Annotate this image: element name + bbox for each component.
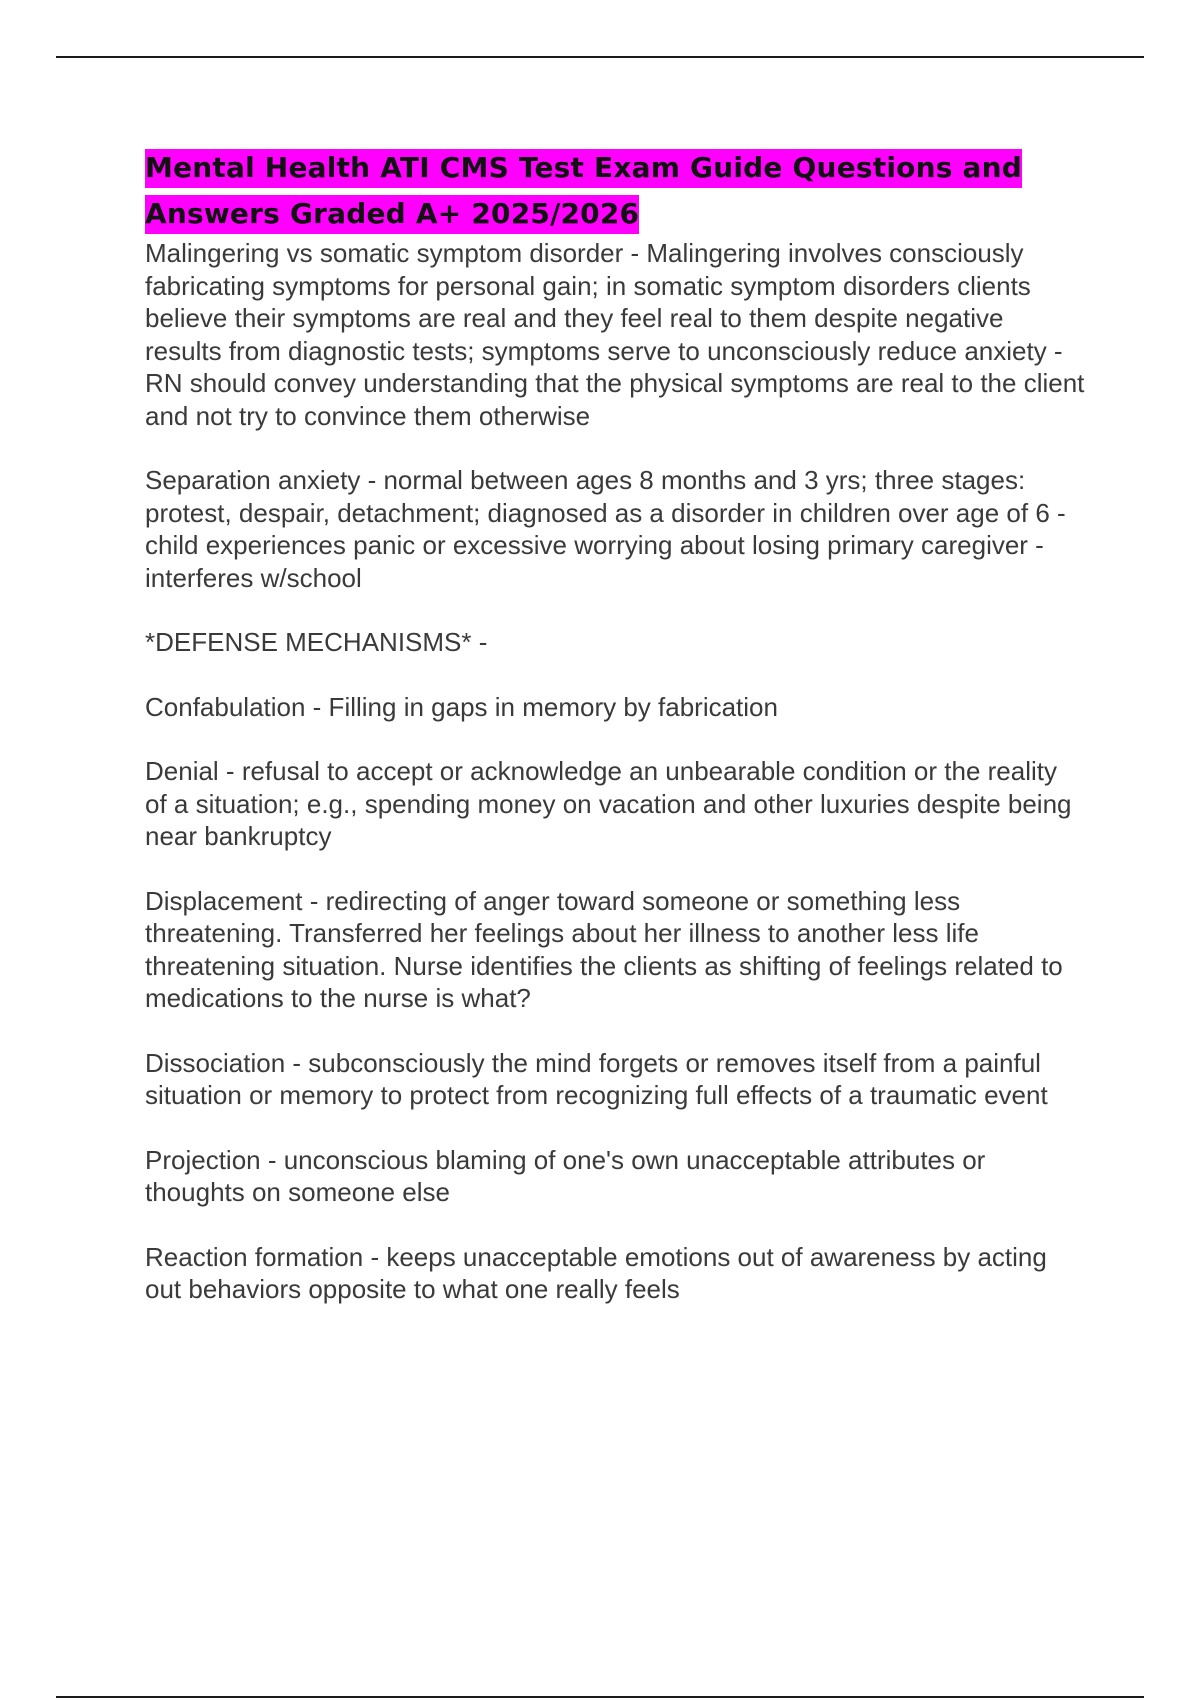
document-title-highlight: Mental Health ATI CMS Test Exam Guide Questions and Answers Graded A+ 2025/2026: [145, 149, 1022, 234]
document-title: [145, 145, 1085, 237]
entry-displacement: Displacement - redirecting of anger toward someone or something less threatening. Transferred her feelings about her illness to another less life threatening situation. Nurse identifies the clients as shifting of feelings related to medications to the nurse is what?: [145, 885, 1063, 1013]
entry-projection: Projection - unconscious blaming of one's own unacceptable attributes or thoughts on someone else: [145, 1144, 986, 1207]
entry-denial: Denial - refusal to accept or acknowledge an unbearable condition or the reality of a situation; e.g., spending money on vacation and other luxuries despite being near bankruptcy: [145, 756, 1072, 851]
section-heading-defense-mechanisms: *DEFENSE MECHANISMS* -: [145, 627, 488, 657]
page-bottom-rule: [56, 1696, 1144, 1698]
page-top-rule: [56, 56, 1144, 58]
entry-malingering: Malingering vs somatic symptom disorder - Malingering involves consciously fabricating symptoms for personal gain; in somatic symptom disorders clients believe their symptoms are real and they feel real to them despite negative results from diagnostic tests; symptoms serve to unconsciously reduce anxiety - RN should convey understanding that the physical symptoms are real to the client and not try to convince them otherwise: [145, 238, 1085, 431]
document-body: [145, 145, 1085, 1338]
entry-confabulation: Confabulation - Filling in gaps in memory by fabrication: [145, 691, 778, 722]
entry-list: [145, 237, 1085, 1306]
entry-separation-anxiety: Separation anxiety - normal between ages 8 months and 3 yrs; three stages: protest, despair, detachment; diagnosed as a disorder in children over age of 6 - child experiences panic or excessive worrying about losing primary caregiver - interferes w/school: [145, 465, 1066, 593]
entry-reaction-formation: Reaction formation - keeps unacceptable emotions out of awareness by acting out behaviors opposite to what one really feels: [145, 1241, 1047, 1304]
entry-dissociation: Dissociation - subconsciously the mind forgets or removes itself from a painful situation or memory to protect from recognizing full effects of a traumatic event: [145, 1047, 1048, 1110]
